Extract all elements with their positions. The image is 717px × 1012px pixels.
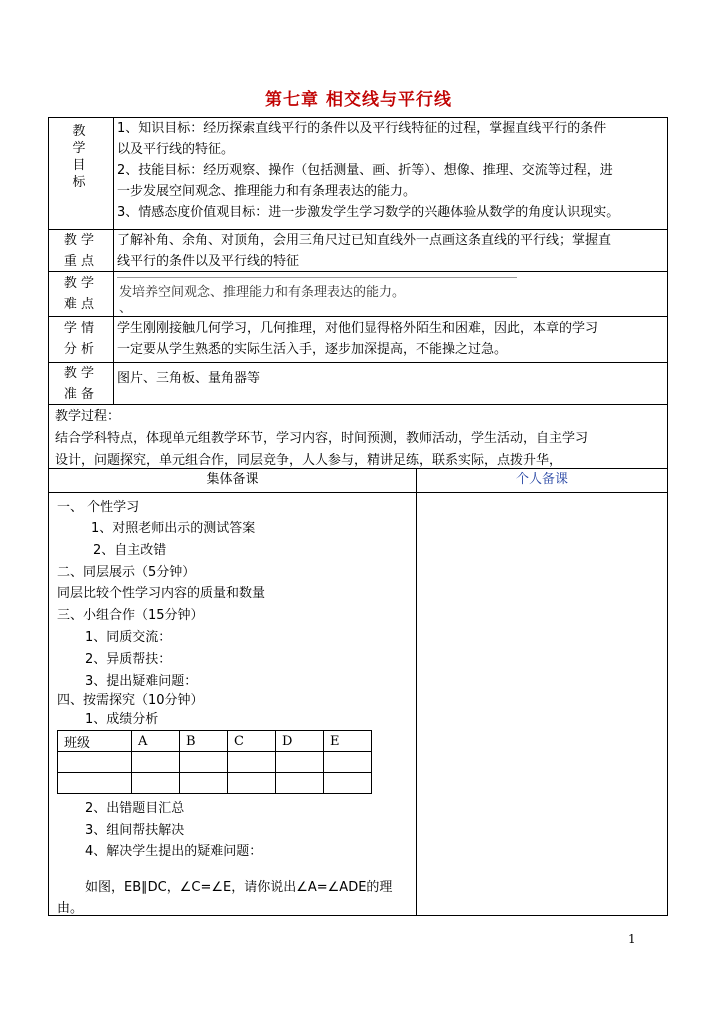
section-3c: 3、提出疑难问题：	[85, 674, 198, 689]
objectives-content: 1、知识目标：经历探索直线平行的条件以及平行线特征的过程，掌握直线平行的条件 以及平行线的特征。 2、技能目标：经历观察、操作（包括测量、画、折等）、想像、推理、交流等过程，进 一步发展空间观念、推理能力和有条理表达的能力。 3、情感态度价值观目标：进一步激发学生学习数学的兴趣体验从数学的角度认识现实。	[117, 121, 620, 220]
section-3: 三、小组合作（15分钟）	[57, 608, 204, 623]
table-cell	[324, 752, 372, 773]
table-header-cell: D	[276, 731, 324, 752]
page-number: 1	[628, 932, 636, 946]
row-divider	[49, 316, 667, 317]
personal-plan-header: 个人备课	[515, 472, 568, 487]
section-1b: 2、自主改错	[93, 543, 167, 558]
section-2a: 同层比较个性学习内容的质量和数量	[57, 586, 266, 601]
table-row	[58, 773, 372, 794]
scan-rule	[117, 277, 517, 278]
key-points-label: 教 学 重 点	[63, 233, 95, 269]
table-header-cell: B	[180, 731, 228, 752]
table-cell	[276, 773, 324, 794]
key-points-content: 了解补角、余角、对顶角，会用三角尺过已知直线外一点画这条直线的平行线；掌握直 线平行的条件以及平行线的特征	[117, 233, 612, 269]
row-divider	[49, 492, 667, 493]
score-analysis-table	[57, 730, 372, 794]
collective-plan-header: 集体备课	[206, 472, 259, 487]
section-4b: 2、出错题目汇总	[85, 801, 185, 816]
table-cell	[58, 773, 132, 794]
table-row	[58, 752, 372, 773]
section-4d: 4、解决学生提出的疑难问题：	[85, 844, 263, 859]
objectives-label: 教 学 目 标	[72, 124, 86, 190]
table-header-cell: E	[324, 731, 372, 752]
table-cell	[180, 773, 228, 794]
difficulties-content: 发培养空间观念、推理能力和有条理表达的能力。 、	[119, 285, 406, 316]
row-divider	[49, 404, 667, 405]
analysis-content: 学生刚刚接触几何学习，几何推理，对他们显得格外陌生和困难，因此，本章的学习 一定要从学生熟悉的实际生活入手，逐步加深提高，不能操之过急。	[117, 321, 599, 357]
preparation-label: 教 学 准 备	[63, 366, 95, 402]
section-1: 一、 个性学习	[57, 500, 140, 515]
section-1a: 1、对照老师出示的测试答案	[91, 521, 256, 536]
table-cell	[228, 773, 276, 794]
table-cell	[324, 773, 372, 794]
label-column-divider	[113, 118, 114, 404]
table-cell	[180, 752, 228, 773]
table-row	[58, 731, 372, 752]
section-4: 四、按需探究（10分钟）	[57, 693, 204, 708]
section-4c: 3、组间帮扶解决	[85, 823, 185, 838]
section-3a: 1、同质交流：	[85, 630, 172, 645]
section-3b: 2、异质帮扶：	[85, 652, 172, 667]
table-header-cell: C	[228, 731, 276, 752]
table-cell	[58, 752, 132, 773]
column-divider	[416, 468, 417, 915]
difficulties-label: 教 学 难 点	[63, 276, 95, 312]
table-header-cell: 班级	[58, 731, 132, 752]
table-header-cell: A	[132, 731, 180, 752]
question-line-1: 如图，EB∥DC，∠C=∠E，请你说出∠A=∠ADE的理	[85, 880, 393, 895]
page-title: 第七章 相交线与平行线	[265, 90, 452, 110]
preparation-content: 图片、三角板、量角器等	[117, 371, 261, 386]
table-cell	[228, 752, 276, 773]
section-2: 二、同层展示（5分钟）	[57, 565, 196, 580]
lesson-plan-table	[48, 117, 668, 916]
row-divider	[49, 362, 667, 363]
table-cell	[132, 752, 180, 773]
table-cell	[276, 752, 324, 773]
table-cell	[132, 773, 180, 794]
question-line-2: 由。	[57, 901, 84, 916]
process-content: 教学过程： 结合学科特点，体现单元组教学环节，学习内容，时间预测，教师活动，学生活动，自主学习 设计，问题探究，单元组合作，同层竞争，人人参与，精讲足练，联系实际，点拨升华，	[55, 409, 589, 468]
section-4a: 1、成绩分析	[85, 712, 159, 727]
analysis-label: 学 情 分 析	[63, 321, 95, 357]
